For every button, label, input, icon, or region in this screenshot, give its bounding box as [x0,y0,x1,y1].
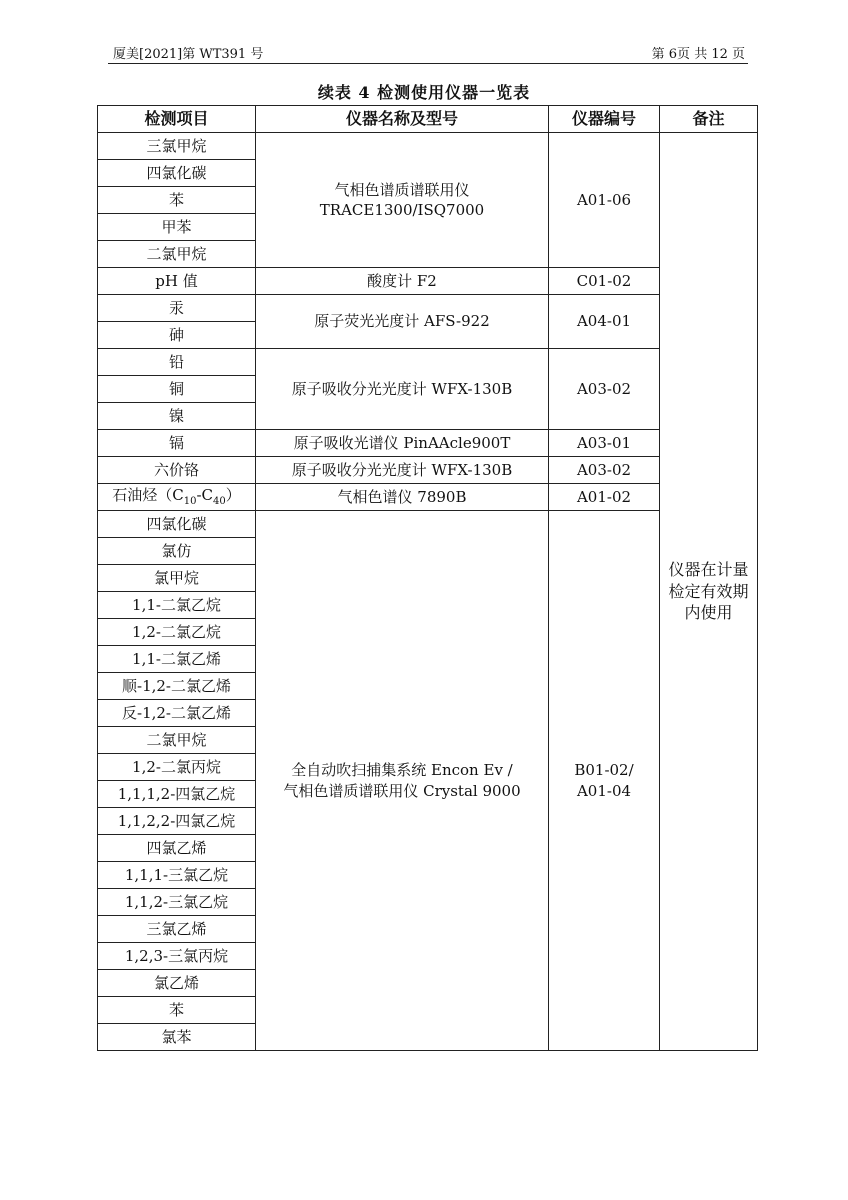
test-item-cell: 四氯化碳 [98,511,256,538]
test-item-cell: 1,2-二氯丙烷 [98,754,256,781]
instrument-cell: 气相色谱仪 7890B [256,484,549,511]
header-divider [108,63,748,64]
instrument-cell: 原子吸收分光光度计 WFX-130B [256,349,549,430]
test-item-cell: 1,2,3-三氯丙烷 [98,943,256,970]
test-item-cell: 甲苯 [98,214,256,241]
table-row [98,268,758,295]
col-header-item: 检测项目 [98,106,256,133]
test-item-cell: 镍 [98,403,256,430]
instrument-cell: 原子吸收分光光度计 WFX-130B [256,457,549,484]
table-row [98,484,758,511]
col-header-note: 备注 [660,106,758,133]
test-item-cell: 铜 [98,376,256,403]
instrument-table [97,105,758,1051]
instrument-cell: 全自动吹扫捕集系统 Encon Ev / 气相色谱质谱联用仪 Crystal 9000 [256,511,549,1051]
instrument-code-cell: A03-02 [549,349,660,430]
test-item-cell: 1,1,2-三氯乙烷 [98,889,256,916]
test-item-cell: 苯 [98,997,256,1024]
test-item-cell: 铅 [98,349,256,376]
test-item-cell: 1,2-二氯乙烷 [98,619,256,646]
instrument-cell: 气相色谱质谱联用仪 TRACE1300/ISQ7000 [256,133,549,268]
test-item-cell: pH 值 [98,268,256,295]
col-header-code: 仪器编号 [549,106,660,133]
remark-cell: 仪器在计量检定有效期内使用 [660,133,758,1051]
test-item-cell: 1,1,1-三氯乙烷 [98,862,256,889]
test-item-cell: 顺-1,2-二氯乙烯 [98,673,256,700]
instrument-cell: 原子荧光光度计 AFS-922 [256,295,549,349]
test-item-cell: 反-1,2-二氯乙烯 [98,700,256,727]
instrument-cell: 酸度计 F2 [256,268,549,295]
test-item-cell: 四氯化碳 [98,160,256,187]
instrument-code-cell: A01-02 [549,484,660,511]
table-row [98,511,758,538]
table-body [98,133,758,1051]
table-title: 续表 4 检测使用仪器一览表 [317,83,531,102]
instrument-code-cell: A03-02 [549,457,660,484]
test-item-cell: 二氯甲烷 [98,241,256,268]
test-item-cell: 1,1-二氯乙烯 [98,646,256,673]
test-item-cell: 1,1-二氯乙烷 [98,592,256,619]
report-number: 厦美[2021]第 WT391 号 [113,47,264,62]
instrument-code-cell: A04-01 [549,295,660,349]
table-row [98,457,758,484]
table-row [98,430,758,457]
col-header-instrument: 仪器名称及型号 [256,106,549,133]
test-item-cell: 1,1,2,2-四氯乙烷 [98,808,256,835]
table-row [98,349,758,376]
test-item-cell: 二氯甲烷 [98,727,256,754]
instrument-cell: 原子吸收光谱仪 PinAAcle900T [256,430,549,457]
test-item-cell: 三氯甲烷 [98,133,256,160]
table-header-row [98,106,758,133]
test-item-cell: 砷 [98,322,256,349]
instrument-code-cell: A01-06 [549,133,660,268]
test-item-cell: 苯 [98,187,256,214]
test-item-cell: 六价铬 [98,457,256,484]
test-item-cell: 汞 [98,295,256,322]
test-item-cell: 氯苯 [98,1024,256,1051]
page-number: 第 6页 共 12 页 [651,47,745,62]
test-item-cell: 氯乙烯 [98,970,256,997]
instrument-code-cell: B01-02/ A01-04 [549,511,660,1051]
test-item-cell: 三氯乙烯 [98,916,256,943]
test-item-cell: 1,1,1,2-四氯乙烷 [98,781,256,808]
test-item-cell: 氯甲烷 [98,565,256,592]
table-row [98,133,758,160]
test-item-cell: 四氯乙烯 [98,835,256,862]
test-item-cell: 氯仿 [98,538,256,565]
instrument-code-cell: A03-01 [549,430,660,457]
instrument-code-cell: C01-02 [549,268,660,295]
test-item-cell: 石油烃$(C_{10}-C_{40})$ [98,484,256,511]
table-row [98,295,758,322]
page-header [113,40,745,62]
test-item-cell: 镉 [98,430,256,457]
